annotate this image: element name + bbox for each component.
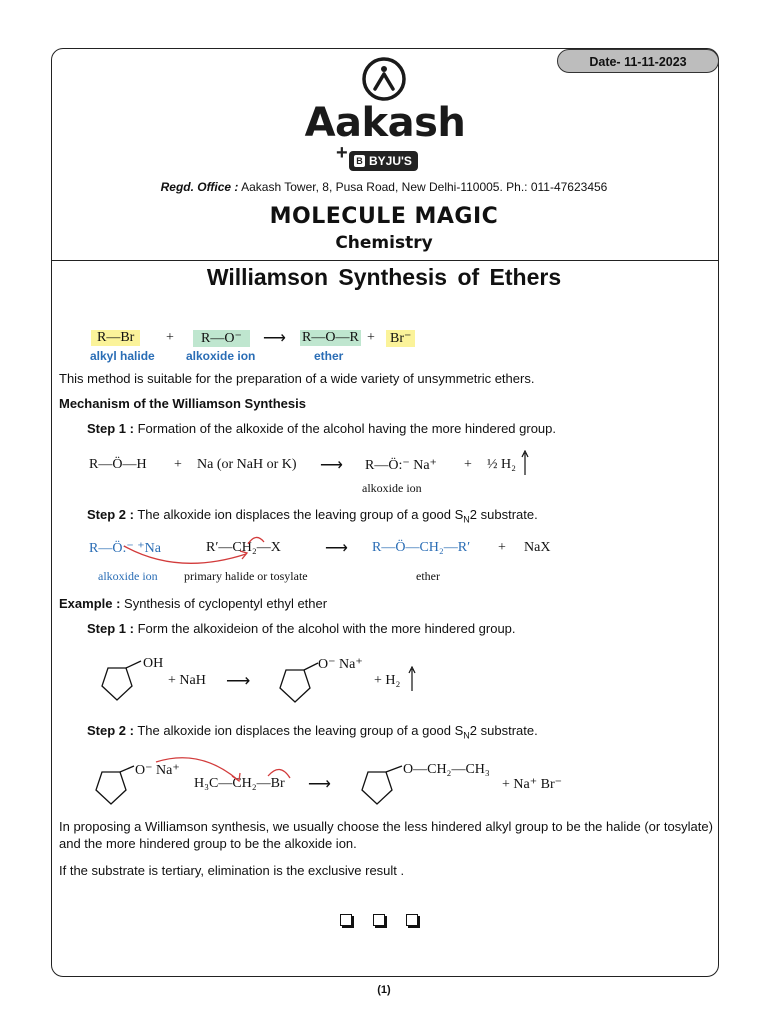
cyclopentoxide-structure-icon [86, 760, 142, 808]
alkyl-halide: R—Br [91, 330, 140, 346]
step-text-end: 2 substrate. [469, 723, 538, 738]
hydrogen-gas: ½ H₂ [487, 457, 516, 472]
plus-mark: + [336, 142, 348, 164]
regd-label: Regd. Office : [160, 180, 239, 194]
step-label: Step 2 : [87, 723, 134, 738]
gas-up-arrow-icon [408, 666, 416, 692]
header-divider [52, 260, 718, 261]
label-alkoxide-ion: alkoxide ion [186, 349, 256, 363]
example-line [59, 595, 327, 612]
alkoxide-product: R—Ö:⁻ Na⁺ [365, 458, 437, 473]
sodium-hydride: + NaH [168, 673, 206, 688]
label-primary-halide: primary halide or tosylate [184, 569, 308, 583]
aakash-logo-icon [361, 56, 407, 102]
subscript: N [463, 730, 470, 741]
registered-office [0, 180, 768, 194]
page-number: (1) [377, 984, 391, 996]
regd-address: Aakash Tower, 8, Pusa Road, New Delhi-110005. Ph.: 011-47623456 [238, 180, 608, 194]
hydrogen-gas: + H₂ [374, 673, 401, 688]
reaction-arrow: ⟶ [226, 671, 251, 690]
tertiary-note: If the substrate is tertiary, elimination is the exclusive result . [59, 863, 405, 878]
step-text: The alkoxide ion displaces the leaving group of a good S [133, 723, 464, 738]
ether-product: O—CH₂—CH₃ [403, 762, 490, 777]
cyclopentyl-ether-structure-icon [352, 760, 408, 808]
bromide-ion: Br⁻ [386, 330, 415, 347]
alkoxide-ion: R—O⁻ [193, 330, 250, 347]
mechanism-step-1 [87, 420, 556, 437]
step-label: Step 1 : [87, 621, 134, 636]
brand-logo-text: Aakash [304, 100, 466, 146]
ethyl-bromide: H₃C—CH₂—Br [194, 776, 285, 791]
subscript: N [463, 514, 470, 525]
sodium-halide: NaX [524, 540, 551, 555]
checkbox-glyph-icon [406, 914, 418, 926]
alcohol: R—Ö—H [89, 457, 147, 472]
checkbox-glyph-icon [373, 914, 385, 926]
plus-sign: + [464, 457, 472, 472]
step-label: Step 1 : [87, 421, 134, 436]
byjus-icon: B [354, 155, 365, 167]
example-label: Example : [59, 596, 121, 611]
plus-sign: + [498, 540, 506, 555]
williamson-note: In proposing a Williamson synthesis, we usually choose the less hindered alkyl group to be the halide (or tosylate) and the more hindered group to be the alkoxide ion. [59, 819, 713, 851]
alkoxide-reactant: R—Ö:⁻ ⁺Na [89, 541, 161, 556]
reaction-arrow: ⟶ [263, 330, 286, 347]
example-text: Synthesis of cyclopentyl ethyl ether [120, 596, 328, 611]
sodium-reagent: Na (or NaH or K) [197, 457, 297, 472]
plus-sign: + [367, 330, 375, 345]
gas-up-arrow-icon [521, 450, 529, 476]
intro-paragraph: This method is suitable for the preparation of a wide variety of unsymmetric ethers. [59, 371, 535, 386]
series-title: MOLECULE MAGIC [269, 204, 499, 229]
reaction-arrow: ⟶ [325, 540, 348, 557]
step-text: Form the alkoxideion of the alcohol with the more hindered group. [133, 621, 516, 636]
alkoxide-ion: O⁻ Na⁺ [318, 657, 363, 672]
mechanism-step-2 [87, 506, 538, 529]
label-alkyl-halide: alkyl halide [90, 349, 155, 363]
reaction-arrow: ⟶ [320, 457, 343, 474]
partner-name: BYJU'S [369, 154, 412, 168]
step-text: Formation of the alkoxide of the alcohol having the more hindered group. [133, 421, 557, 436]
label-alkoxide-ion: alkoxide ion [362, 481, 422, 495]
hydroxyl-group: OH [143, 656, 164, 671]
cyclopentanol-structure-icon [88, 656, 148, 706]
example-step-1 [87, 620, 516, 637]
alkoxide-ion: O⁻ Na⁺ [135, 763, 180, 778]
sodium-bromide: + Na⁺ Br⁻ [502, 777, 562, 792]
example-step-2 [87, 722, 538, 745]
ether-product: R—O—R [302, 330, 359, 345]
label-ether: ether [416, 569, 440, 583]
plus-sign: + [174, 457, 182, 472]
ether-product: R—Ö—CH₂—R′ [372, 540, 471, 555]
partner-badge [349, 151, 418, 171]
mechanism-heading: Mechanism of the Williamson Synthesis [59, 396, 306, 411]
end-marks [340, 913, 439, 931]
step-text: The alkoxide ion displaces the leaving group of a good S [133, 507, 464, 522]
checkbox-glyph-icon [340, 914, 352, 926]
electron-push-arrow-icon [118, 532, 278, 568]
label-alkoxide-ion: alkoxide ion [98, 569, 158, 583]
step-text-end: 2 substrate. [469, 507, 538, 522]
electron-push-arrow-icon [150, 752, 300, 786]
page-title: Williamson Synthesis of Ethers [206, 264, 562, 290]
primary-halide: R′—CH₂—X [206, 540, 281, 555]
plus-sign: + [166, 330, 174, 345]
date-badge: Date- 11-11-2023 [557, 49, 719, 73]
step-label: Step 2 : [87, 507, 134, 522]
label-ether: ether [314, 349, 344, 363]
subject-title: Chemistry [335, 233, 433, 253]
reaction-arrow: ⟶ [308, 776, 331, 793]
